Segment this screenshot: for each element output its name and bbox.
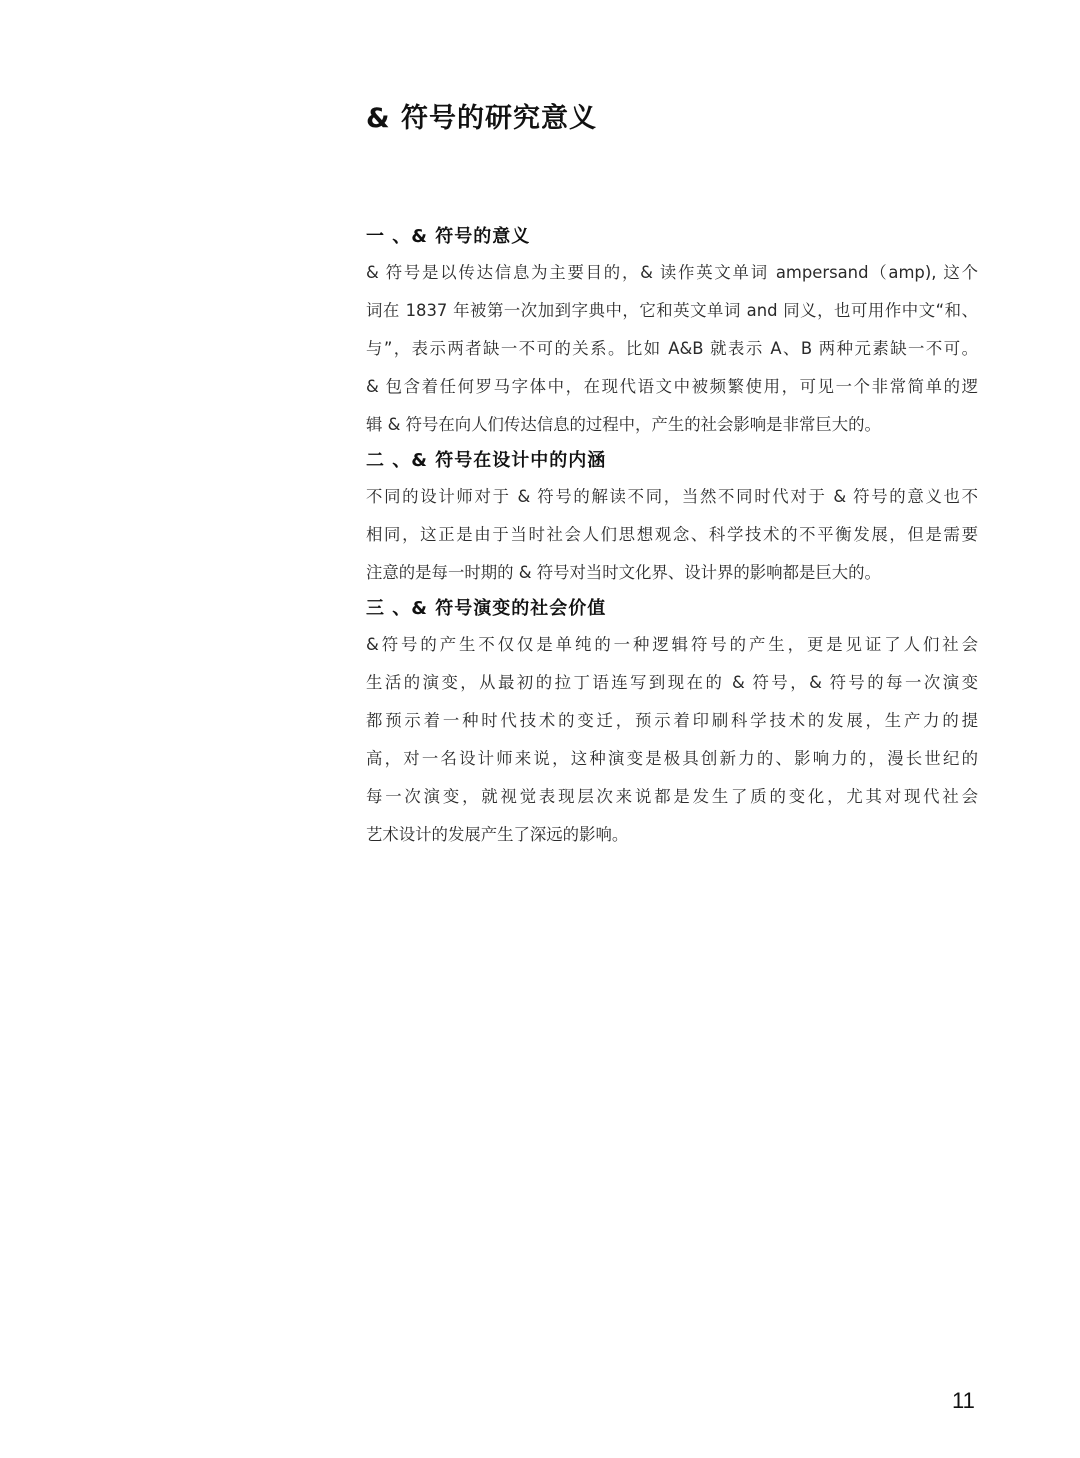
paragraph-line: 词在 1837 年被第一次加到字典中，它和英文单词 and 同义，也可用作中文“和、 xyxy=(366,301,978,320)
section-heading: 一 、& 符号的意义 xyxy=(366,226,531,247)
paragraph-line: & 符号是以传达信息为主要目的，& 读作英文单词 ampersand（amp), 这个 xyxy=(366,263,978,282)
paragraph-line: 都预示着一种时代技术的变迁，预示着印刷科学技术的发展，生产力的提 xyxy=(366,711,978,730)
section-meaning xyxy=(366,220,978,444)
paragraph-line: 与”，表示两者缺一不可的关系。比如 A&B 就表示 A、B 两种元素缺一不可。 xyxy=(366,339,978,358)
paragraph-line: 每一次演变，就视觉表现层次来说都是发生了质的变化，尤其对现代社会 xyxy=(366,787,978,806)
page-number: 11 xyxy=(952,1388,975,1413)
paragraph-line: 不同的设计师对于 & 符号的解读不同，当然不同时代对于 & 符号的意义也不 xyxy=(366,487,978,506)
paragraph-line: 高，对一名设计师来说，这种演变是极具创新力的、影响力的，漫长世纪的 xyxy=(366,749,978,768)
section-heading: 三 、& 符号演变的社会价值 xyxy=(366,598,607,619)
paragraph-line: 生活的演变，从最初的拉丁语连写到现在的 & 符号，& 符号的每一次演变 xyxy=(366,673,978,692)
page-title: & 符号的研究意义 xyxy=(366,103,597,134)
section-social-value xyxy=(366,592,978,854)
section-heading: 二 、& 符号在设计中的内涵 xyxy=(366,450,607,471)
section-design-connotation xyxy=(366,444,978,592)
paragraph-line: 相同，这正是由于当时社会人们思想观念、科学技术的不平衡发展，但是需要 xyxy=(366,525,978,544)
paragraph-line: 辑 & 符号在向人们传达信息的过程中，产生的社会影响是非常巨大的。 xyxy=(366,415,881,434)
paragraph-line: & 包含着任何罗马字体中，在现代语文中被频繁使用，可见一个非常简单的逻 xyxy=(366,377,978,396)
paragraph-line: &符号的产生不仅仅是单纯的一种逻辑符号的产生，更是见证了人们社会 xyxy=(366,635,978,654)
paragraph-line: 艺术设计的发展产生了深远的影响。 xyxy=(366,825,629,844)
paragraph-line: 注意的是每一时期的 & 符号对当时文化界、设计界的影响都是巨大的。 xyxy=(366,563,881,582)
article-body xyxy=(366,220,978,854)
